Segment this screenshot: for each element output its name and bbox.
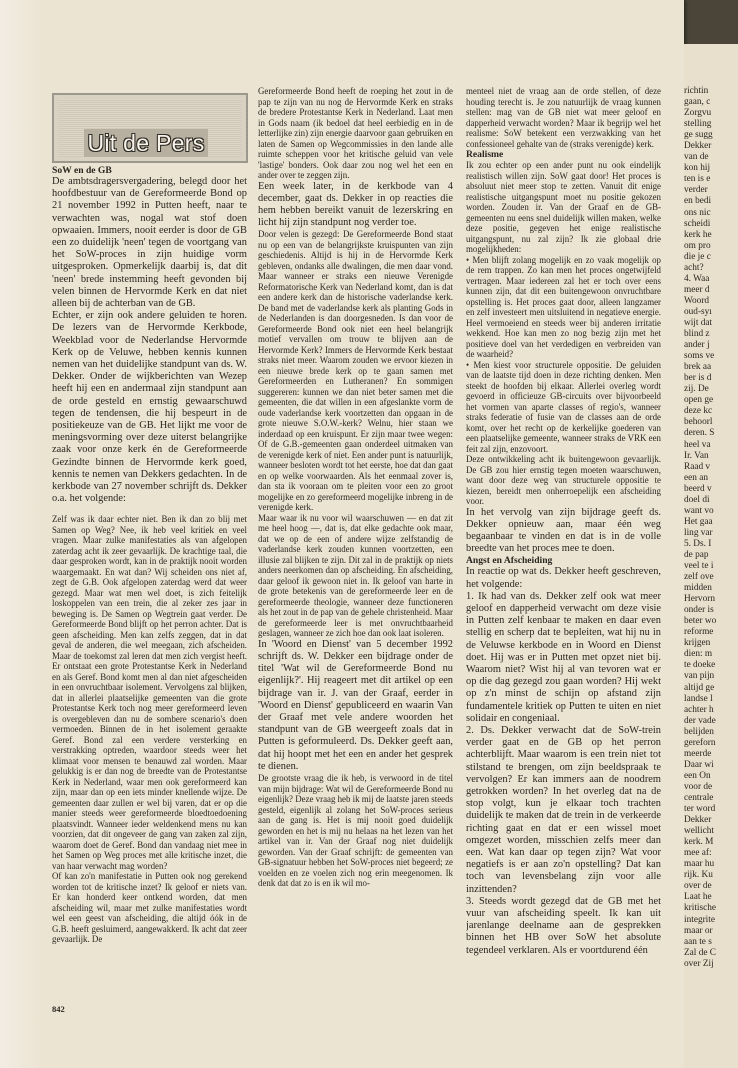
column-3 bbox=[466, 86, 661, 1016]
bullet-paragraph: Deze ontwikkeling acht ik buitengewoon gevaarlijk. De GB zou hier ernstig tegen moeten waarschuwen, want door deze weg van structurele oppositie te kiezen, bereidt men onherroepelijk een afscheiding voor. bbox=[466, 454, 661, 506]
numbered-paragraph: 2. Ds. Dekker verwacht dat de SoW-trein verder gaat en de GB op het perron achterblijft. Maar waarom is een trein niet tot stilstand te brengen, om zijn beeldspraak te vervolgen? Er kan immers aan de noodrem getrokken worden? In het overleg dat na de stop volgt, kun je elkaar toch trachten duidelijk te maken dat de trein in de verkeerde richting gaat en dat er een wissel moet omgezet worden, misschien zelfs meer dan een. Wat kan daar op tegen zijn? Wat voor negatiefs is er aan zo'n opstelling? Dat kan toch van levensbelang zijn voor alle inzittenden? bbox=[466, 724, 661, 895]
adjacent-line: meer d bbox=[684, 284, 710, 295]
adjacent-line: integrite bbox=[684, 914, 715, 925]
quote-paragraph: menteel niet de vraag aan de orde stellen, of deze houding terecht is. Je zou natuurlijk de vraag kunnen stellen: mag van de GB niet wat meer geloof en dapperheid verwacht worden? Maar ik begrijp wel het realisme: SoW betekent een verzwakking van het confessioneel gehalte van de (straks verenigde) kerk. bbox=[466, 86, 661, 149]
adjacent-line: van de bbox=[684, 152, 709, 163]
adjacent-line: 4. Waa bbox=[684, 273, 710, 284]
adjacent-line: Ir. Van bbox=[684, 450, 709, 461]
adjacent-line: richtin bbox=[684, 86, 709, 96]
quote-paragraph: Door velen is gezegd: De Gereformeerde Bond staat nu op een van de belangrijkste kruispunten van zijn geschiedenis. Altijd is hij in de Hervormde Kerk gebleven, ondanks alle dwalingen, die men daar vond. Maar wanneer er straks een nieuwe Verenigde Reformatorische Kerk van Nederland komt, dan is dat een andere kerk dan de historische vaderlandse kerk. De band met de vaderlandse kerk als planting Gods in de Nederlanden is dan doorgesneden. Is dan voor de Gereformeerde Bond ook niet een heel belangrijk motief vervallen om trouw te blijven aan de Hervormde Kerk? Immers de Hervormde Kerk bestaat straks niet meer. Waarom zouden we ervoor kiezen in een nieuwe brede kerk op te gaan samen met Gereformeerden en Lutheranen? En sommigen suggereren: kunnen we dan niet beter samen met die gemeenten, die dat willen in een afgeslankte vorm de oude vaderlandse kerk voortzetten dan opgaan in de grote nieuwe S.O.W.-kerk? Welnu, hier staan we inderdaad op een kruispunt. Er zijn maar twee wegen: Of de G.B.-gemeenten gaan onderdeel uitmaken van de verenigde kerk of niet. Een ander punt is natuurlijk, wanneer besloten wordt tot het eerste, hoe dat dan gaat en op welke voorwaarden. Als het eenmaal zover is, dan sta ik vooraan om te pleiten voor een zo groot mogelijke en zo gereformeerd mogelijke inbreng in de verenigde kerk. bbox=[258, 229, 453, 513]
adjacent-line: wellicht bbox=[684, 826, 714, 837]
adjacent-line: van pijn bbox=[684, 671, 715, 682]
adjacent-line: centrale bbox=[684, 793, 714, 803]
adjacent-line: gereforn bbox=[684, 737, 716, 748]
adjacent-line: onder is bbox=[684, 605, 714, 616]
adjacent-line: acht? bbox=[684, 262, 704, 273]
adjacent-line: reforme bbox=[684, 627, 714, 638]
article-heading: SoW en de GB bbox=[52, 165, 112, 176]
adjacent-line: heel va bbox=[684, 439, 711, 450]
section-title: Uit de Pers bbox=[84, 129, 208, 157]
adjacent-line: ling var bbox=[684, 527, 713, 538]
adjacent-line: over de bbox=[684, 881, 712, 892]
lead-paragraph: Een week later, in de kerkbode van 4 december, gaat ds. Dekker in op reacties die hem hebben bereikt vanuit de lezerskring en licht hij zijn standpunt nog verder toe. bbox=[258, 180, 453, 229]
adjacent-line: kritische bbox=[684, 903, 717, 914]
adjacent-line: soms ve bbox=[684, 351, 715, 362]
intro-paragraph: De ambtsdragersvergadering, belegd door het hoofdbestuur van de Gereformeerde Bond op 21 november 1992 in Putten heeft, naar te verwachten was, nogal wat stof doen opwaaien. Immers, nooit eerder is door de GB een zo duidelijk 'neen' tegen de voortgang van het SoW-proces in zijn huidige vorm uitgesproken. Opmerkelijk daarbij is, dat dit 'neen' brede instemming heeft gevonden bij velen binnen de Hervormde Kerk en dat niet alleen bij de achterban van de GB. bbox=[52, 176, 247, 310]
adjacent-line: zelf ove bbox=[684, 572, 714, 583]
adjacent-line: kon hij bbox=[684, 163, 711, 174]
adjacent-line: aan te s bbox=[684, 936, 712, 947]
adjacent-line: Laat he bbox=[684, 892, 712, 903]
adjacent-line: om pro bbox=[684, 240, 711, 251]
quote-paragraph: Ik zou echter op een ander punt nu ook eindelijk realistisch willen zijn. SoW gaat door! Het proces is absoluut niet meer stop te zetten. Vanuit dit enige realistische uitgangspunt moet nu positie gekozen worden. Zouden ir. Van der Graaf en de GB-gemeenten nu eens snel duidelijk willen maken, welke deze positie, gegeven het enige realistische uitgangspunt, nu zal zijn? Ik zie globaal drie mogelijkheden: bbox=[466, 160, 661, 254]
page-gutter bbox=[0, 0, 40, 1068]
quote-paragraph: Zelf was ik daar echter niet. Ben ik dan zo blij met Samen op Weg? Nee, ik heb veel kritiek en veel vragen. Maar zulke manifestaties als van afgelopen zaterdag acht ik zeer gevaarlijk. De krachtige taal, die daar gesproken wordt, kan in de praktijk nooit worden waargemaakt. En wat dan? Wij scheiden ons niet af, zegt de G.B. Ook afgelopen zaterdag werd dat weer gezegd. Maar wat men wel doet, is zich feitelijk loskoppelen van een trein, die al zeker zes jaar in beweging is. De Samen op Wegtrein gaat verder. De Gereformeerde Bond blijft op het perron achter. Dat is geen afscheiding. Men kan zelfs zeggen, dat in dat geval de anderen, die wel meegaan, zich afscheiden. Maar de toekomst zal leren dat men zich vergist heeft. Er ontstaat een grote Protestantse Kerk in Nederland en als Geref. Bond komt men al dan niet afgescheiden in een onvruchtbaar isolement. Vervolgens zal blijken, dat in allerlei plaatselijke gemeenten van die grote Protestantse Kerk toch nog meer gereformeerd leven is overgebleven dan nu de sombere scenario's doen vermoeden. Binnen de in het isolement geraakte Geref. Bond zal een verdere versterking en verstrakking optreden, waardoor steeds weer het klimaat voor mensen te benauwd zal worden. Maar gelukkig is er dan nog de breedte van de Protestantse Kerk in Nederland, waar men ook gereformeerd kan zijn, maar dan op een iets minder knellende wijze. De gemeenten daar zullen er wel bij varen, dat er op die manier steeds weer gereformeerde bloedtoedoening plaatsvindt. Wanneer ieder weldenkend mens nu kan voorzien, dat dit ongeveer de gang van zaken zal zijn, waarom doet de Geref. Bond dan vandaag niet mee in het Samen op Weg proces met alle kritische inzet, die van haar verwacht mag worden? bbox=[52, 514, 247, 871]
adjacent-line: behoorl bbox=[684, 417, 713, 428]
adjacent-line: beerd v bbox=[684, 483, 712, 494]
adjacent-line: voor de bbox=[684, 781, 713, 792]
adjacent-line: ter word bbox=[684, 804, 716, 815]
subheading-angst: Angst en Afscheiding bbox=[466, 555, 553, 567]
adjacent-line: open ge bbox=[684, 395, 714, 406]
adjacent-line: brek aa bbox=[684, 362, 712, 373]
adjacent-line: ber is d bbox=[684, 373, 712, 384]
adjacent-line: die je c bbox=[684, 251, 711, 262]
adjacent-line: Hervorn bbox=[684, 594, 715, 605]
adjacent-line: stelling bbox=[684, 119, 712, 130]
bullet-paragraph: • Men kiest voor structurele oppositie. De geluiden van de laatste tijd doen in deze richting denken. Men steekt de hoofden bij elkaar. Allerlei overleg wordt gevoerd in officieuze GB-circuits over bijvoorbeeld het vormen van aparte classes of regio's, wanneer straks federatie of fusie van de classes aan de orde komt, over het recht op de kerkelijke goederen van een plaatselijke gemeente, wanneer straks de VRK een feit zal zijn, enzovoort. bbox=[466, 359, 661, 454]
adjacent-line: een On bbox=[684, 770, 711, 781]
adjacent-line: Dekker bbox=[684, 815, 712, 826]
adjacent-line: Dekker bbox=[684, 141, 712, 152]
adjacent-line: Het gaa bbox=[684, 516, 713, 527]
adjacent-line: Raad v bbox=[684, 461, 711, 472]
subheading-realisme: Realisme bbox=[466, 149, 504, 160]
adjacent-line: de pap bbox=[684, 549, 709, 560]
adjacent-line: midden bbox=[684, 583, 712, 594]
adjacent-line: dien: m bbox=[684, 649, 713, 660]
adjacent-line: verder bbox=[684, 185, 708, 196]
bullet-paragraph: • Men blijft zolang mogelijk en zo vaak mogelijk op de rem trappen. Zo kan men het proces ongetwijfeld vertragen. Maar iedereen zal het er toch over eens kunnen zijn, dat dit een buitengewoon onvruchtbare opstelling is. Het proces gaat door, alleen langzamer en zelf investeert men uitsluitend in negatieve energie. Heel vermoeiend en steeds weer bij anderen irritatie wekkend. Hoe kan men zo nog bezig zijn met het positieve doel van het verdedigen en verbreiden van de waarheid? bbox=[466, 254, 661, 359]
lead-paragraph: In het vervolg van zijn bijdrage geeft ds. Dekker opnieuw aan, maar één weg begaanbaar te vinden en dat is in de volle breedte van het proces mee te doen. bbox=[466, 506, 661, 555]
adjacent-line: mee af: bbox=[684, 848, 712, 859]
adjacent-line: der vade bbox=[684, 715, 716, 726]
adjacent-line: een an bbox=[684, 472, 709, 483]
section-header-box bbox=[52, 93, 248, 163]
adjacent-line: doel di bbox=[684, 494, 710, 505]
adjacent-line: zij. De bbox=[684, 384, 709, 395]
adjacent-line: 5. Ds. I bbox=[684, 538, 712, 549]
numbered-paragraph: 3. Steeds wordt gezegd dat de GB met het vuur van afscheiding speelt. Ik kan uit jarenlange deelname aan de gesprekken binnen het HB over SoW het absolute tegendeel verklaren. Als er voortdurend één bbox=[466, 895, 661, 956]
adjacent-line: deze kc bbox=[684, 406, 713, 417]
quote-paragraph: De grootste vraag die ik heb, is verwoord in de titel van mijn bijdrage: Wat wil de Gereformeerde Bond nu eigenlijk? Deze vraag heb ik mij de laatste jaren steeds gesteld, eigenlijk al zolang het SoW-proces serieus aan de gang is. Het is mij nooit goed duidelijk geworden en het is mij nu helaas na het lezen van het artikel van ir. Van der Graaf nog niet duidelijk geworden. Van der Graaf schrijft: de gemeenten van GB-signatuur hebben het SoW-proces niet begeerd; ze voelden en ze voelen zich nog erin meegenomen. Ik denk dat dat zo is en ik wil mo- bbox=[258, 773, 453, 889]
adjacent-line: en bedi bbox=[684, 196, 712, 207]
numbered-paragraph: 1. Ik had van ds. Dekker zelf ook wat meer geloof en dapperheid verwacht om deze visie in Putten zelf kenbaar te maken en daar even stellig en scherp dat te bepleiten, wat hij nu in de Veluwse kerkbode en in Woord en Dienst doet. Hij was er in Putten met opzet niet bij. Waarom niet? Wist hij al van tevoren wat er op die dag gezegd zou gaan worden? Hij wekt op z'n minst de schijn op afstand zijn fundamentele kritiek op Putten te uiten en niet solidair en congeniaal. bbox=[466, 590, 661, 724]
adjacent-page-text bbox=[684, 86, 738, 970]
adjacent-page-edge bbox=[684, 44, 738, 1068]
quote-paragraph: Gereformeerde Bond heeft de roeping het zout in de pap te zijn van nu nog de Hervormde Kerk en straks de bredere Protestantse Kerk in Nederland. Laat men in Gods naam (ik bedoel dat heel eerbiedig en in de letterlijke zin) zijn energie daarvoor gaan gebruiken en laten de Samen op Wegcommissies in den lande alle ruimte scheppen voor het kritische geluid van vele 'lastige' bonders. Ook daar zou nog wel het een en ander over te zeggen zijn. bbox=[258, 86, 453, 180]
adjacent-line: Zal de C bbox=[684, 947, 717, 958]
adjacent-line: gaan, c bbox=[684, 97, 711, 108]
adjacent-line: ten is e bbox=[684, 174, 711, 185]
adjacent-line: krijgen bbox=[684, 638, 711, 649]
adjacent-line: want vo bbox=[684, 505, 714, 516]
quote-paragraph: Maar waar ik nu voor wil waarschuwen — en dat zit me heel hoog —, dat is, dat elke gedachte ook maar, dat we op de een of andere wijze zelfstandig de vaderlandse kerk zouden kunnen voortzetten, een illusie zal blijken te zijn. Dit zal in de praktijk op niets anders neerkomen dan op afscheiding. En afscheiding, daar geloof ik gewoon niet in. Ik geloof van harte in de grote betekenis van de gereformeerde leer en de gereformeerde theologie, wanneer deze functioneren als het zout in de pap van de gehele christenheid. Maar de gereformeerde leer is met onvruchtbaarheid geslagen, wanneer ze zich hoe dan ook laat isoleren. bbox=[258, 512, 453, 639]
adjacent-line: kerk he bbox=[684, 229, 712, 240]
adjacent-line: Zorgvu bbox=[684, 108, 712, 119]
adjacent-line: oud-syı bbox=[684, 306, 712, 317]
intro-paragraph: Echter, er zijn ook andere geluiden te horen. De lezers van de Hervormde Kerkbode, Weekblad voor de Nederlandse Hervormde Kerk op de Veluwe, hebben kennis kunnen nemen van het duidelijke standpunt van ds. W. Dekker. Onder de wijkberichten van Wezep heeft hij een en andermaal zijn standpunt aan de orde gesteld en ernstig gewaarschuwd tegen de tendensen, die hij bespeurt in de positiekeuze van de GB. Het lijkt me voor de meningsvorming over deze uiterst belangrijke zaak voor onze kerk én de Gereformeerde Gezindte binnen de Hervormde kerk goed, kennis te nemen van Dekkers gedachten. In de kerkbode van 27 november schrijft ds. Dekker o.a. het volgende: bbox=[52, 310, 247, 505]
quote-paragraph: Of kan zo'n manifestatie in Putten ook nog gerekend worden tot de kritische inzet? Ik geloof er niets van. Er kan honderd keer ontkend worden, dat men afscheiding wil, maar met zulke manifestaties wordt wel een geest van afscheiding, die altijd óók in de G.B. heeft gesluimerd, aangewakkerd. Ik acht dat zeer gevaarlijk. De bbox=[52, 871, 247, 945]
adjacent-line: Daar wi bbox=[684, 759, 714, 770]
adjacent-line: Woord bbox=[684, 295, 710, 306]
adjacent-line: belijden bbox=[684, 726, 714, 737]
adjacent-line: kerk. M bbox=[684, 837, 714, 848]
adjacent-line: maar or bbox=[684, 925, 713, 936]
adjacent-line: te doeke bbox=[684, 660, 716, 671]
adjacent-line: beter wo bbox=[684, 616, 717, 627]
adjacent-line: meerde bbox=[684, 748, 712, 759]
adjacent-line: landse l bbox=[684, 693, 713, 704]
adjacent-line: maar hu bbox=[684, 859, 715, 870]
page-number: 842 bbox=[52, 1004, 65, 1014]
body-paragraph: In 'Woord en Dienst' van 5 december 1992 schrijft ds. W. Dekker een bijdrage onder de titel 'Wat wil de Gereformeerde Bond nu eigenlijk?'. Hij reageert met dit artikel op een bijdrage van ir. J. van der Graaf, eerder in 'Woord en Dienst' gepubliceerd en waarin Van der Graaf met vele andere woorden het standpunt van de GB weergeeft zoals dat in Putten is geformuleerd. Ds. Dekker geeft aan, dat hij hoopt met het een en ander het gesprek te dienen. bbox=[258, 638, 453, 772]
adjacent-line: scheidi bbox=[684, 218, 711, 229]
column-2 bbox=[258, 86, 453, 1016]
adjacent-line: blind z bbox=[684, 329, 710, 340]
column-1 bbox=[52, 165, 247, 1005]
adjacent-line: rijk. Ku bbox=[684, 870, 713, 881]
adjacent-line: wijt dat bbox=[684, 317, 713, 328]
adjacent-line: achter h bbox=[684, 704, 714, 715]
adjacent-line: over Zij bbox=[684, 958, 714, 969]
adjacent-line: ons nic bbox=[684, 207, 711, 218]
adjacent-line: ander j bbox=[684, 340, 710, 351]
body-paragraph: In reactie op wat ds. Dekker heeft geschreven, het volgende: bbox=[466, 566, 661, 590]
adjacent-line: altijd ge bbox=[684, 682, 715, 693]
adjacent-line: ge sugg bbox=[684, 130, 713, 141]
adjacent-line: deren. S bbox=[684, 428, 715, 439]
adjacent-line: veel te i bbox=[684, 561, 714, 572]
